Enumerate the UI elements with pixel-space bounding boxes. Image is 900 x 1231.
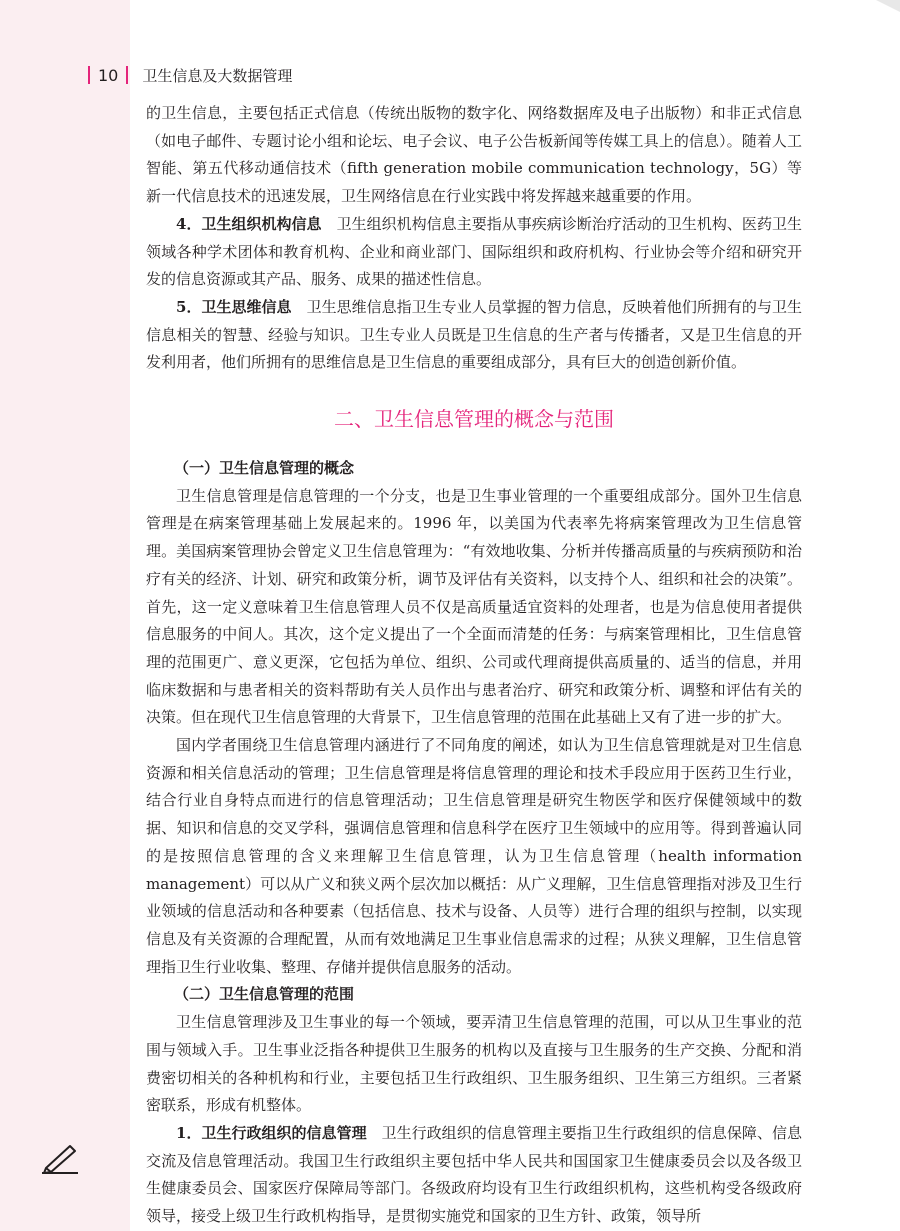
paragraph-text: 卫生组织机构信息主要指从事疾病诊断治疗活动的卫生机构、医药卫生领域各种学术团体和教育机构、企业和商业部门、国际组织和政府机构、行业协会等介绍和研究开发的信息资源或其产品、服务、成果的描述性信息。 — [146, 214, 802, 289]
paragraph-lead: 4．卫生组织机构信息 — [176, 214, 322, 233]
paragraph-continued — [146, 100, 802, 211]
book-title: 卫生信息及大数据管理 — [142, 66, 293, 85]
header-divider-left — [88, 66, 90, 84]
pen-writing-icon — [40, 1138, 80, 1174]
header-divider-right — [126, 66, 128, 84]
paragraph-concept-1 — [146, 483, 802, 732]
paragraph-lead: 1．卫生行政组织的信息管理 — [176, 1123, 367, 1142]
paragraph-text: 的卫生信息，主要包括正式信息（传统出版物的数字化、网络数据库及电子出版物）和非正式信息（如电子邮件、专题讨论小组和论坛、电子会议、电子公告板新闻等传媒工具上的信息）。随着人工智能、第五代移动通信技术（fifth generation mobile communication technology，5G）等新一代信息技术的迅速发展，卫生网络信息在行业实践中将发挥越来越重要的作用。 — [146, 104, 802, 206]
subsection-heading-concept: （一）卫生信息管理的概念 — [174, 459, 355, 478]
paragraph-text: 卫生信息管理是信息管理的一个分支，也是卫生事业管理的一个重要组成部分。国外卫生信息管理是在病案管理基础上发展起来的。1996 年，以美国为代表率先将病案管理改为卫生信息管理。美国病案管理协会曾定义卫生信息管理为：“有效地收集、分析并传播高质量的与疾病预防和治疗有关的经济、计划、研究和政策分析，调节及评估有关资料，以支持个人、组织和社会的决策”。首先，这一定义意味着卫生信息管理人员不仅是高质量适宜资料的处理者，也是为信息使用者提供信息服务的中间人。其次，这个定义提出了一个全面而清楚的任务：与病案管理相比，卫生信息管理的范围更广、意义更深，它包括为单位、组织、公司或代理商提供高质量的、适当的信息，并用临床数据和与患者相关的资料帮助有关人员作出与患者治疗、研究和政策分析、调整和评估有关的决策。但在现代卫生信息管理的大背景下，卫生信息管理的范围在此基础上又有了进一步的扩大。 — [146, 486, 802, 727]
page-number: 10 — [98, 65, 119, 85]
left-margin-band — [0, 0, 130, 1231]
section-heading: 二、卫生信息管理的概念与范围 — [334, 407, 614, 432]
subsection-heading-scope: （二）卫生信息管理的范围 — [174, 985, 355, 1004]
paragraph-scope-1 — [146, 1009, 802, 1120]
paragraph-scope-2 — [146, 1120, 802, 1231]
paragraph-text: 卫生信息管理涉及卫生事业的每一个领域，要弄清卫生信息管理的范围，可以从卫生事业的范围与领域入手。卫生事业泛指各种提供卫生服务的机构以及直接与卫生服务的生产交换、分配和消费密切相关的各种机构和行业，主要包括卫生行政组织、卫生服务组织、卫生第三方组织。三者紧密联系，形成有机整体。 — [146, 1013, 802, 1115]
running-head — [88, 64, 292, 86]
paragraph-lead: 5．卫生思维信息 — [176, 297, 292, 316]
paragraph-organization-info — [146, 211, 802, 294]
paragraph-text: 国内学者围绕卫生信息管理内涵进行了不同角度的阐述，如认为卫生信息管理就是对卫生信息资源和相关信息活动的管理；卫生信息管理是将信息管理的理论和技术手段应用于医药卫生行业，结合行业自身特点而进行的信息管理活动；卫生信息管理是研究生物医学和医疗保健领域中的数据、知识和信息的交叉学科，强调信息管理和信息科学在医疗卫生领域中的应用等。得到普遍认同的是按照信息管理的含义来理解卫生信息管理，认为卫生信息管理（health information management）可以从广义和狭义两个层次加以概括：从广义理解，卫生信息管理指对涉及卫生行业领域的信息活动和各种要素（包括信息、技术与设备、人员等）进行合理的组织与控制，以实现信息及有关资源的合理配置，从而有效地满足卫生事业信息需求的过程；从狭义理解，卫生信息管理指卫生行业收集、整理、存储并提供信息服务的活动。 — [146, 736, 802, 976]
paragraph-text: 卫生思维信息指卫生专业人员掌握的智力信息，反映着他们所拥有的与卫生信息相关的智慧、经验与知识。卫生专业人员既是卫生信息的生产者与传播者，又是卫生信息的开发利用者，他们所拥有的思维信息是卫生信息的重要组成部分，具有巨大的创造创新价值。 — [146, 297, 802, 372]
page-body — [146, 100, 802, 1231]
corner-mark — [876, 0, 900, 12]
paragraph-text: 卫生行政组织的信息管理主要指卫生行政组织的信息保障、信息交流及信息管理活动。我国卫生行政组织主要包括中华人民共和国国家卫生健康委员会以及各级卫生健康委员会、国家医疗保障局等部门。各级政府均设有卫生行政组织机构，这些机构受各级政府领导，接受上级卫生行政机构指导，是贯彻实施党和国家的卫生方针、政策，领导所 — [146, 1123, 802, 1226]
paragraph-concept-2 — [146, 732, 802, 981]
paragraph-thinking-info — [146, 294, 802, 377]
